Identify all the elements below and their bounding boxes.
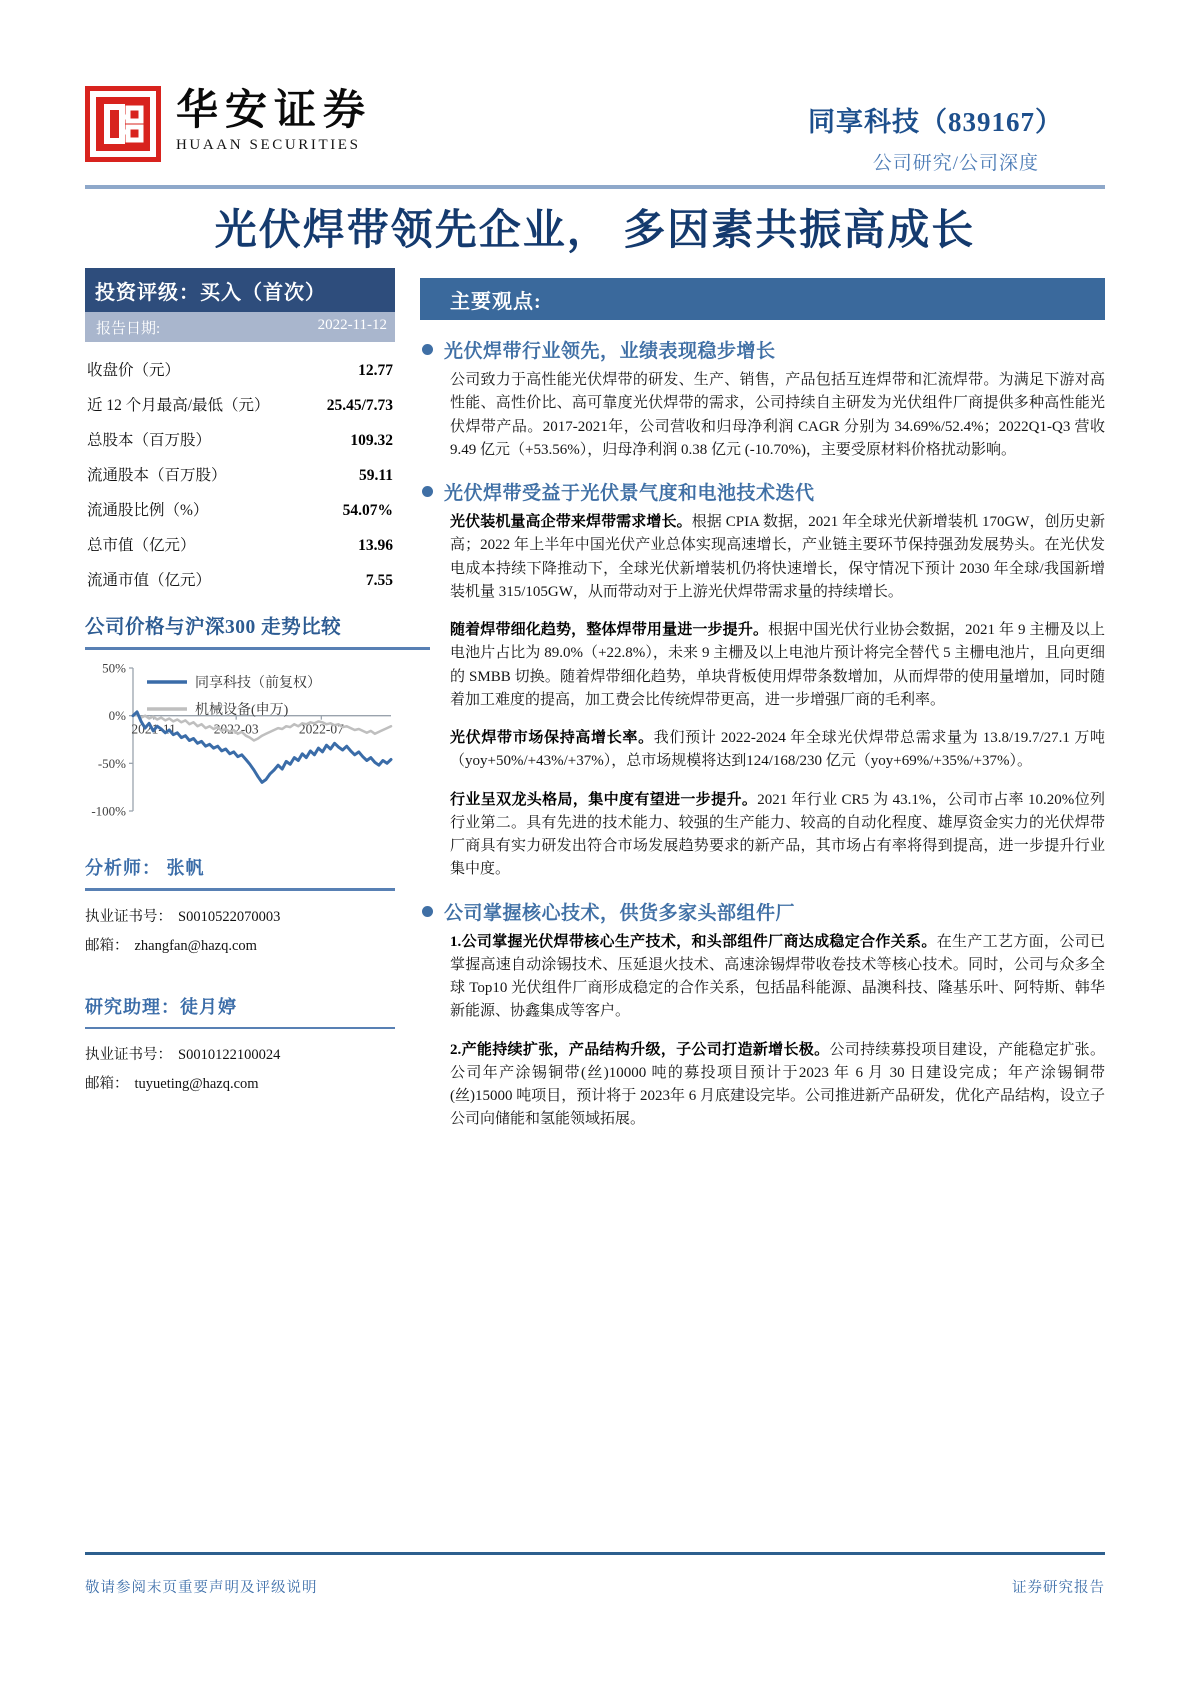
main-content: [420, 278, 1105, 1147]
paragraph: [450, 931, 1105, 1024]
paragraph: [450, 789, 1105, 882]
cert-label: 执业证书号：: [85, 1047, 172, 1063]
analyst-underline: [85, 888, 395, 891]
metric-label: 流通股本（百万股）: [87, 467, 227, 484]
paragraph-text: 在生产工艺方面，公司已掌握高速自动涂锡技术、压延退火技术、高速涂锡焊带收卷技术等核心技术。同时，公司与众多全球 Top10 光伏组件厂商形成稳定的合作关系，包括晶科能源、晶澳科技、隆基乐叶、阿特斯、韩华新能源、协鑫集成等客户。: [450, 933, 1105, 1020]
metric-label: 收盘价（元）: [87, 362, 181, 379]
metric-value: 13.96: [358, 537, 393, 554]
table-row: [85, 421, 395, 456]
email-label: 邮箱：: [85, 937, 129, 954]
analyst-cert-row: [85, 901, 395, 930]
section: [420, 336, 1105, 462]
svg-text:-50%: -50%: [97, 755, 126, 771]
section-title: 光伏焊带受益于光伏景气度和电池技术迭代: [444, 483, 815, 504]
paragraph-lead: 光伏装机量高企带来焊带需求增长。: [450, 514, 692, 530]
brand-logo: [85, 86, 372, 162]
bullet-icon: [422, 486, 433, 497]
svg-text:2022-03: 2022-03: [213, 721, 259, 737]
huaan-logo-icon: [85, 86, 161, 162]
report-date-label: 报告日期:: [96, 321, 161, 337]
paragraph: [450, 369, 1105, 462]
chart-heading-underline: [85, 647, 430, 650]
email-label: 邮箱：: [85, 1076, 129, 1092]
svg-text:2022-07: 2022-07: [298, 721, 344, 737]
brand-name-en: HUAAN SECURITIES: [176, 137, 361, 154]
metric-label: 总股本（百万股）: [87, 432, 212, 449]
metric-label: 总市值（亿元）: [87, 537, 196, 554]
paragraph: [450, 511, 1105, 604]
report-date-row: [85, 312, 395, 342]
cert-label: 执业证书号：: [85, 908, 172, 925]
header-right: [808, 100, 1105, 175]
report-category: 公司研究/公司深度: [872, 153, 1039, 174]
metric-value: 7.55: [365, 572, 393, 589]
svg-text:机械设备(申万): 机械设备(申万): [195, 703, 289, 718]
paragraph-text: 我们预计 2022-2024 年全球光伏焊带总需求量为 13.8/19.7/27.1 万吨（yoy+50%/+43%/+37%），总市场规模将达到124/168/230 亿元（yoy+69%/+35%/+37%）。: [450, 730, 1105, 770]
footer-report-type: 证券研究报告: [1012, 1580, 1105, 1596]
bullet-icon: [422, 344, 433, 355]
paragraph-text: 2021 年行业 CR5 为 43.1%，公司市占率 10.20%位列行业第二。具有先进的技术能力、较强的生产能力、较高的自动化程度、雄厚资金实力的光伏焊带厂商具有实力研发出符合市场发展趋势要求的新产品，其市场占有率将得到提高，进一步提升行业集中度。: [450, 791, 1105, 878]
metric-value: 25.45/7.73: [326, 397, 393, 414]
header-divider: [85, 185, 1105, 189]
metric-value: 59.11: [358, 467, 393, 484]
metric-label: 近 12 个月最高/最低（元）: [87, 397, 270, 414]
metric-label: 流通股比例（%）: [87, 502, 209, 519]
brand-text: [176, 86, 372, 154]
assistant-email-row: [85, 1068, 395, 1097]
sidebar: [85, 268, 395, 1097]
paragraph-lead: 光伏焊带市场保持高增长率。: [450, 730, 654, 746]
table-row: [85, 386, 395, 421]
table-row: [85, 351, 395, 386]
svg-text:同享科技（前复权）: 同享科技（前复权）: [195, 676, 321, 691]
assistant-heading: 研究助理：徒月婷: [85, 996, 237, 1017]
paragraph-text: 根据 CPIA 数据，2021 年全球光伏新增装机 170GW，创历史新高；2022 年上半年中国光伏产业总体实现高速增长，产业链主要环节保持强劲发展势头。在光伏发电成本持续下降推动下，全球光伏新增装机仍将快速增长，保守情况下预计 2030 年全球/我国新增装机量 315/105GW，从而带动对于上游光伏焊带需求量的持续增长。: [450, 514, 1105, 600]
section: [420, 478, 1105, 882]
page-title: 光伏焊带领先企业， 多因素共振高成长: [214, 208, 976, 254]
paragraph: [450, 619, 1105, 712]
assistant-underline: [85, 1027, 395, 1030]
cert-value: S0010122100024: [178, 1047, 281, 1063]
section-title: 光伏焊带行业领先，业绩表现稳步增长: [444, 341, 776, 362]
email-value: zhangfan@hazq.com: [134, 937, 257, 954]
paragraph: [450, 727, 1105, 774]
paragraph-lead: 2.产能持续扩张，产品结构升级，子公司打造新增长极。: [450, 1041, 830, 1058]
paragraph-lead: 行业呈双龙头格局，集中度有望进一步提升。: [450, 791, 758, 808]
section-title: 公司掌握核心技术，供货多家头部组件厂: [444, 902, 796, 924]
price-chart: [85, 658, 395, 838]
stock-name: 同享科技（839167）: [808, 107, 1063, 137]
paragraph-lead: 随着焊带细化趋势，整体焊带用量进一步提升。: [450, 622, 769, 638]
metric-value: 12.77: [358, 362, 393, 379]
brand-name-cn: 华安证券: [176, 88, 373, 134]
main-points-header: 主要观点:: [420, 278, 1105, 320]
assistant-cert-row: [85, 1039, 395, 1068]
metric-label: 流通市值（亿元）: [87, 572, 212, 589]
email-value: tuyueting@hazq.com: [134, 1076, 259, 1092]
analyst-email-row: [85, 930, 395, 959]
bullet-icon: [422, 906, 433, 917]
metric-value: 54.07%: [342, 502, 393, 519]
metrics-table: [85, 351, 395, 596]
paragraph-text: 公司致力于高性能光伏焊带的研发、生产、销售，产品包括互连焊带和汇流焊带。为满足下游对高性能、高性价比、高可靠度光伏焊带的需求，公司持续自主研发为光伏组件厂商提供多种高性能光伏焊带产品。2017-2021年，公司营收和归母净利润 CAGR 分别为 34.69%/52.4%；2022Q1-Q3 营收9.49 亿元（+53.56%），归母净利润 0.38 亿元 (-10.70%)，主要受原材料价格扰动影响。: [450, 372, 1105, 458]
section-heading-row: [422, 336, 1105, 363]
report-date-value: 2022-11-12: [317, 317, 387, 333]
footer-disclaimer: 敬请参阅末页重要声明及评级说明: [85, 1580, 318, 1596]
analyst-heading: 分析师： 张帆: [85, 858, 205, 878]
svg-text:0%: 0%: [108, 708, 126, 724]
table-row: [85, 526, 395, 561]
section-heading-row: [422, 478, 1105, 505]
rating-header: 投资评级：买入（首次）: [85, 268, 395, 312]
paragraph-text: 公司持续募投项目建设，产能稳定扩张。公司年产涂锡铜带(丝)10000 吨的募投项目预计于2023 年 6 月 30 日建设完成；年产涂锡铜带(丝)15000 吨项目，预计将于 2023年 6 月底建设完毕。公司推进新产品研发，优化产品结构，设立子公司向储能和氢能领域拓展。: [450, 1041, 1105, 1128]
metric-value: 109.32: [350, 432, 393, 449]
svg-text:-100%: -100%: [91, 803, 126, 819]
table-row: [85, 491, 395, 526]
svg-text:50%: 50%: [102, 660, 126, 676]
table-row: [85, 456, 395, 491]
section-heading-row: [422, 898, 1105, 925]
paragraph-lead: 1.公司掌握光伏焊带核心生产技术，和头部组件厂商达成稳定合作关系。: [450, 933, 937, 950]
footer-divider: [85, 1552, 1105, 1555]
cert-value: S0010522070003: [178, 908, 281, 925]
table-row: [85, 561, 395, 596]
paragraph-text: 根据中国光伏行业协会数据，2021 年 9 主栅及以上电池片占比为 89.0%（+22.8%），未来 9 主栅及以上电池片预计将完全替代 5 主栅电池片，且向更细的 SMBB 切换。随着焊带细化趋势，单块背板使用焊带条数增加，从而焊带的使用量增加，同时随着加工难度的提高，加工费会比传统焊带更高，进一步增强厂商的毛利率。: [450, 622, 1105, 708]
svg-text:2021-11: 2021-11: [131, 721, 176, 737]
chart-heading: 公司价格与沪深300 走势比较: [85, 617, 342, 638]
section: [420, 898, 1105, 1132]
price-chart-svg: [85, 658, 395, 833]
paragraph: [450, 1039, 1105, 1132]
